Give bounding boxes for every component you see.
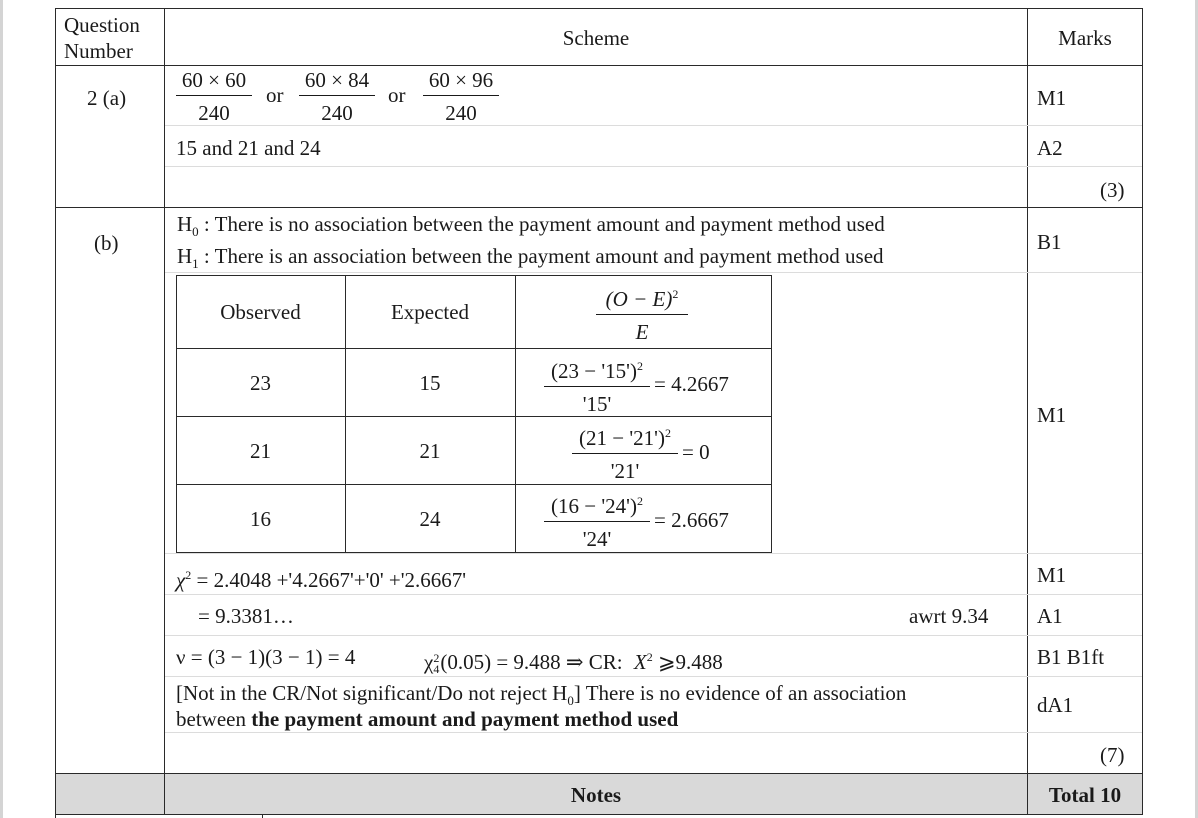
- inner-rule: [176, 348, 772, 349]
- inner-rule: [515, 275, 516, 552]
- cell-expected: 24: [419, 507, 441, 531]
- mark-a-m1: M1: [1037, 86, 1067, 110]
- conclusion-line-2: between the payment amount and payment method used: [176, 707, 679, 731]
- mark-b-cr: B1 B1ft: [1037, 645, 1105, 669]
- rule-col-question: [164, 8, 165, 814]
- chi-square-value: = 9.3381…: [198, 604, 294, 628]
- hypothesis-null: $H_0$ : There is no association between the payment amount and payment method used: [177, 212, 885, 240]
- inner-rule: [176, 484, 772, 485]
- cell-observed: 21: [250, 439, 271, 463]
- rule-notes-bottom: [55, 814, 1143, 815]
- page-edge-left: [0, 0, 3, 818]
- part-b-label: (b): [94, 231, 119, 255]
- cell-expected: 15: [419, 371, 441, 395]
- rule-col-right: [1142, 8, 1143, 814]
- degrees-of-freedom: ν = (3 − 1)(3 − 1) = 4: [176, 645, 356, 669]
- col-expected: Expected: [390, 300, 470, 324]
- conclusion-line-1: [Not in the CR/Not significant/Do not reject $H_0$] There is no evidence of an association: [176, 681, 907, 709]
- notes-heading: Notes: [570, 783, 622, 807]
- rule-notes-top: [55, 773, 1143, 774]
- mark-b-value: A1: [1037, 604, 1063, 628]
- cell-result: = 4.2667: [654, 372, 729, 396]
- total-marks: Total 10: [1048, 783, 1122, 807]
- mark-b-chi: M1: [1037, 563, 1067, 587]
- rule-header-bottom: [55, 65, 1143, 66]
- rule-stub: [262, 814, 263, 818]
- header-marks: Marks: [1058, 26, 1112, 50]
- row-sep: [165, 732, 1142, 733]
- chi-square-sum: $\chi^2 = 2.4048 +'4.2667'+'0' +'2.6667'$: [176, 568, 467, 592]
- part-a-values: 15 and 21 and 24: [176, 136, 321, 160]
- cell-contribution: $(16 - '24')^2$ '24': [544, 489, 650, 551]
- row-sep: [165, 553, 1142, 554]
- cell-result: = 2.6667: [654, 508, 729, 532]
- rule-part-a-bottom: [55, 207, 1143, 208]
- row-sep: [165, 635, 1142, 636]
- rule-col-left: [55, 8, 56, 818]
- rule-top: [55, 8, 1143, 9]
- mark-b-hyp: B1: [1037, 230, 1062, 254]
- cell-expected: 21: [419, 439, 441, 463]
- fraction-a1: 60 × 60 240: [176, 68, 252, 125]
- inner-rule: [771, 275, 772, 552]
- header-question-number: Question Number: [64, 13, 140, 63]
- part-b-subtotal: (7): [1100, 743, 1125, 767]
- inner-rule: [176, 552, 772, 553]
- or-text: or: [266, 83, 284, 107]
- cell-contribution: $(21 - '21')^2$ '21': [572, 421, 678, 483]
- mark-b-table: M1: [1037, 403, 1067, 427]
- or-text: or: [388, 83, 406, 107]
- cell-contribution: $(23 - '15')^2$ '15': [544, 354, 650, 416]
- header-scheme: Scheme: [562, 26, 630, 50]
- part-a-label: 2 (a): [87, 86, 127, 110]
- fraction-a2: 60 × 84 240: [299, 68, 375, 125]
- mark-b-conclusion: dA1: [1037, 693, 1074, 717]
- inner-rule: [176, 416, 772, 417]
- mark-a-a2: A2: [1037, 136, 1063, 160]
- inner-rule: [176, 275, 772, 276]
- col-observed: Observed: [220, 300, 301, 324]
- fraction-a3: 60 × 96 240: [423, 68, 499, 125]
- row-sep: [165, 125, 1142, 126]
- cell-result: = 0: [682, 440, 710, 464]
- rule-col-marks: [1027, 8, 1028, 814]
- col-formula: $(O - E)^2$ E: [596, 282, 688, 344]
- cell-observed: 23: [250, 371, 271, 395]
- row-sep: [165, 166, 1142, 167]
- awrt-note: awrt 9.34: [909, 604, 989, 628]
- hypothesis-alt: $H_1$ : There is an association between the payment amount and payment method used: [177, 244, 884, 272]
- row-sep: [165, 594, 1142, 595]
- part-a-subtotal: (3): [1100, 178, 1125, 202]
- row-sep: [165, 676, 1142, 677]
- critical-region: χ 2 4 (0.05) = 9.488 ⇒ CR: $X^2$ ⩾9.488: [424, 650, 723, 677]
- cell-observed: 16: [250, 507, 271, 531]
